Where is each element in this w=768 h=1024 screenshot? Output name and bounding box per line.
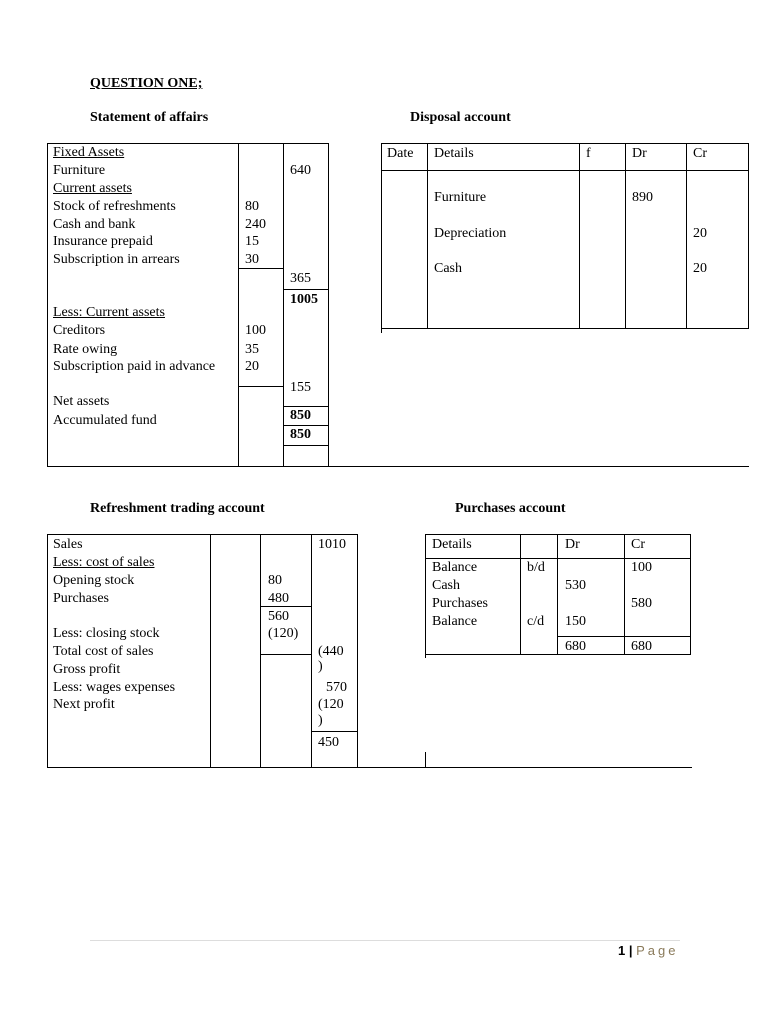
- disposal-depreciation: Depreciation: [434, 226, 507, 241]
- disposal-depreciation-cr: 20: [693, 226, 707, 241]
- page-footer: [618, 943, 679, 958]
- disposal-col-dr: Dr: [632, 146, 647, 161]
- statement-heading: Statement of affairs: [90, 110, 209, 125]
- rate-owing-value: 35: [245, 342, 259, 357]
- less-closing-label: Less: closing stock: [53, 626, 160, 641]
- opening-stock-label: Opening stock: [53, 573, 135, 588]
- current-assets-label: Current assets: [53, 181, 132, 196]
- purchases-col-dr: Dr: [565, 537, 580, 552]
- net-assets-label: Net assets: [53, 394, 110, 409]
- subscription-advance-label: Subscription paid in advance: [53, 359, 216, 374]
- page-label: Page: [636, 943, 679, 958]
- creditors-label: Creditors: [53, 323, 106, 338]
- next-profit-label: Next profit: [53, 697, 115, 712]
- current-assets-total: 365: [290, 271, 311, 286]
- cost-subtotal: 560: [268, 609, 289, 624]
- gross-profit-label: Gross profit: [53, 662, 121, 677]
- disposal-furniture-dr: 890: [632, 190, 653, 205]
- creditors-value: 100: [245, 323, 266, 338]
- rate-owing-label: Rate owing: [53, 342, 118, 357]
- less-current-label: Less: Current assets: [53, 305, 165, 320]
- purchases-balance-cd-dr: 150: [565, 614, 586, 629]
- total-cost-label: Total cost of sales: [53, 644, 154, 659]
- purchases-purchases: Purchases: [432, 596, 488, 611]
- purchases-col-cr: Cr: [631, 537, 645, 552]
- purchases-cash: Cash: [432, 578, 460, 593]
- page-title: QUESTION ONE;: [90, 76, 203, 91]
- cash-bank-label: Cash and bank: [53, 217, 136, 232]
- next-profit-value: 450: [318, 735, 339, 750]
- less-wages-label: Less: wages expenses: [53, 680, 176, 695]
- accumulated-fund-label: Accumulated fund: [53, 413, 157, 428]
- page-separator: |: [628, 943, 633, 958]
- purchases-col-details: Details: [432, 537, 472, 552]
- purchases-heading: Purchases account: [455, 501, 566, 516]
- wages-value: (120: [318, 697, 344, 712]
- liabilities-total: 155: [290, 380, 311, 395]
- total-cost-paren: ): [318, 659, 323, 674]
- purchases-balance-cd: Balance: [432, 614, 478, 629]
- sales-label: Sales: [53, 537, 83, 552]
- purchases-balance-bd-f: b/d: [527, 560, 545, 575]
- sales-value: 1010: [318, 537, 346, 552]
- purchases-purchases-cr: 580: [631, 596, 652, 611]
- insurance-value: 15: [245, 234, 259, 249]
- purchases-balance-bd-cr: 100: [631, 560, 652, 575]
- net-assets-value: 850: [290, 408, 311, 423]
- purchases-balance-cd-f: c/d: [527, 614, 545, 629]
- fixed-assets-label: Fixed Assets: [53, 145, 125, 160]
- purchases-total-dr: 680: [565, 639, 586, 654]
- disposal-furniture: Furniture: [434, 190, 487, 205]
- page-number: 1: [618, 943, 626, 958]
- subscription-arrears-label: Subscription in arrears: [53, 252, 180, 267]
- purchases-cash-dr: 530: [565, 578, 586, 593]
- purchases-balance-bd: Balance: [432, 560, 478, 575]
- stock-label: Stock of refreshments: [53, 199, 176, 214]
- stock-value: 80: [245, 199, 259, 214]
- disposal-heading: Disposal account: [410, 110, 511, 125]
- footer-rule: [90, 940, 680, 941]
- trading-heading: Refreshment trading account: [90, 501, 265, 516]
- opening-stock-value: 80: [268, 573, 282, 588]
- closing-stock-value: (120): [268, 626, 299, 641]
- subscription-arrears-value: 30: [245, 252, 259, 267]
- cash-bank-value: 240: [245, 217, 266, 232]
- disposal-cash: Cash: [434, 261, 462, 276]
- disposal-col-cr: Cr: [693, 146, 707, 161]
- total-cost-value: (440: [318, 644, 344, 659]
- disposal-col-date: Date: [387, 146, 414, 161]
- disposal-col-details: Details: [434, 146, 474, 161]
- gross-profit-value: 570: [326, 680, 347, 695]
- wages-paren: ): [318, 713, 323, 728]
- disposal-cash-cr: 20: [693, 261, 707, 276]
- furniture-value: 640: [290, 163, 311, 178]
- disposal-col-f: f: [586, 146, 591, 161]
- furniture-label: Furniture: [53, 163, 106, 178]
- purchases-label: Purchases: [53, 591, 109, 606]
- purchases-value: 480: [268, 591, 289, 606]
- subscription-advance-value: 20: [245, 359, 259, 374]
- total-assets: 1005: [290, 292, 318, 307]
- insurance-label: Insurance prepaid: [53, 234, 153, 249]
- purchases-total-cr: 680: [631, 639, 652, 654]
- accumulated-fund-value: 850: [290, 427, 311, 442]
- less-cost-label: Less: cost of sales: [53, 555, 155, 570]
